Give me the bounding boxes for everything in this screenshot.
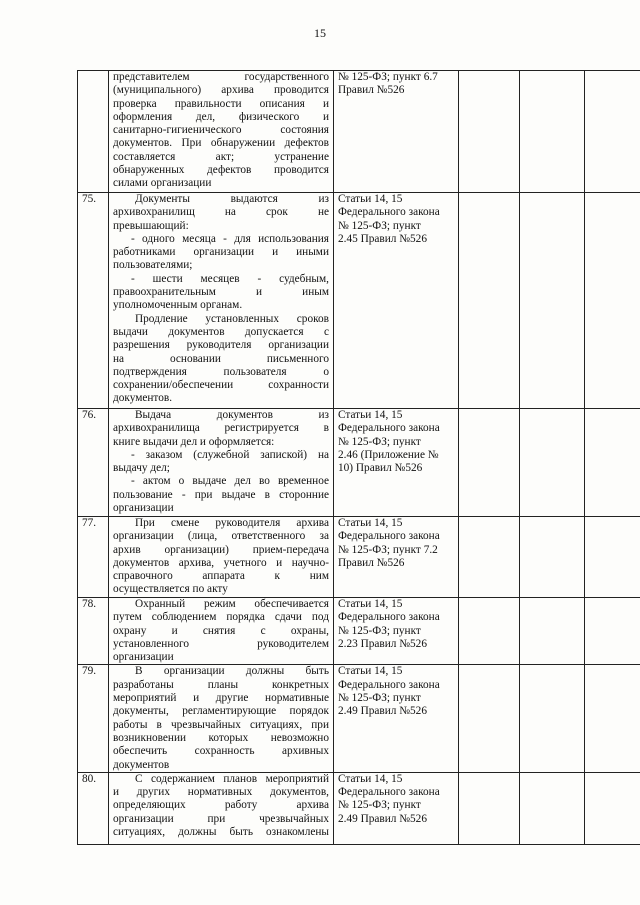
empty-cell-2 [520, 409, 585, 517]
requirement-line: составляется акт; устранение [113, 150, 329, 163]
table-row [78, 517, 640, 598]
legal-reference-line: 2.45 Правил №526 [338, 232, 427, 245]
requirement-line: превышающий: [113, 219, 189, 232]
table-row [78, 193, 640, 409]
legal-reference-line: Правил №526 [338, 84, 405, 97]
requirement-line: и других нормативных документов, [113, 786, 329, 799]
requirement-line: силами организации [113, 177, 212, 190]
requirement-line: установленного руководителем [113, 637, 329, 650]
empty-cell-3 [585, 193, 640, 409]
requirement-line: Документы выдаются из [135, 193, 329, 205]
requirement-line: разработаны планы конкретных [113, 678, 329, 691]
empty-cell-3 [585, 598, 640, 665]
requirement-line: правоохранительным и иным [113, 286, 329, 299]
row-number: 76. [78, 409, 109, 517]
requirement-line: справочного аппарата к ним [113, 570, 329, 583]
requirement-line: охрану и снятия с охраны, [113, 624, 329, 637]
requirement-line: организации [113, 651, 174, 664]
requirement-line: работы в чрезвычайных ситуациях, при [113, 718, 329, 731]
requirement-line: оформления дел, физического и [113, 110, 329, 123]
requirement-line: организации (лица, ответственного за [113, 530, 329, 543]
requirement-line: обеспечить сохранность архивных [113, 745, 329, 758]
empty-cell-1 [459, 409, 520, 517]
legal-reference-line: 2.49 Правил №526 [338, 705, 427, 718]
requirement-line: С содержанием планов мероприятий [135, 772, 329, 785]
requirement-line: пользователями; [113, 259, 193, 272]
requirement-line: разрешения руководителя организации [113, 339, 329, 352]
legal-reference-line: Федерального закона [338, 530, 440, 543]
requirement-text [109, 409, 334, 517]
requirement-text [109, 665, 334, 772]
legal-reference-line: Статьи 14, 15 [338, 517, 403, 529]
requirement-line: архивохранилища регистрируется в [113, 422, 329, 435]
legal-reference-line: № 125-ФЗ; пункт [338, 435, 421, 448]
legal-reference-line: 2.49 Правил №526 [338, 812, 427, 825]
legal-reference-line: 2.23 Правил №526 [338, 637, 427, 650]
requirement-text [109, 193, 334, 409]
empty-cell-2 [520, 517, 585, 598]
requirement-line: Выдача документов из [135, 409, 329, 421]
requirement-line: сохранении/обеспечении сохранности [113, 379, 329, 392]
row-number: 80. [78, 772, 109, 844]
requirement-line: подтверждения пользователя о [113, 365, 329, 378]
requirement-line: путем соблюдением порядка сдачи под [113, 611, 329, 624]
legal-reference [334, 517, 459, 598]
row-number: 77. [78, 517, 109, 598]
requirement-text [109, 517, 334, 598]
legal-reference [334, 665, 459, 772]
legal-reference [334, 193, 459, 409]
legal-reference-line: № 125-ФЗ; пункт 7.2 [338, 543, 438, 556]
requirement-line: выдачи документов допускается с [113, 325, 329, 338]
legal-reference-line: Статьи 14, 15 [338, 665, 403, 678]
legal-reference [334, 409, 459, 517]
requirement-line: организации [113, 502, 174, 515]
legal-reference-line: № 125-ФЗ; пункт [338, 799, 421, 812]
table-row [78, 71, 640, 193]
requirement-line: документов архива, учетного и научно- [113, 556, 329, 569]
empty-cell-1 [459, 193, 520, 409]
requirement-line: (муниципального) архива проводится [113, 84, 329, 97]
requirement-line: В организации должны быть [135, 665, 329, 678]
requirement-line: работниками организации и иными [113, 246, 329, 259]
legal-reference-line: № 125-ФЗ; пункт [338, 219, 421, 232]
empty-cell-2 [520, 665, 585, 772]
legal-reference-line: № 125-ФЗ; пункт [338, 692, 421, 705]
legal-reference [334, 71, 459, 193]
legal-reference [334, 598, 459, 665]
requirement-line: проверка правильности описания и [113, 97, 329, 110]
requirement-line: Продление установленных сроков [135, 312, 329, 325]
requirement-line: осуществляется по акту [113, 583, 228, 596]
empty-cell-3 [585, 71, 640, 193]
empty-cell-2 [520, 772, 585, 844]
legal-reference-line: Статьи 14, 15 [338, 598, 403, 610]
legal-reference-line: Федерального закона [338, 678, 440, 691]
requirement-line: пользование - при выдаче в сторонние [113, 488, 329, 501]
empty-cell-3 [585, 772, 640, 844]
table-row [78, 409, 640, 517]
requirement-line: возникновении которых невозможно [113, 731, 329, 744]
legal-reference-line: Федерального закона [338, 611, 440, 624]
requirement-line: документов [113, 758, 170, 771]
requirement-text [109, 598, 334, 665]
requirement-line: организации при чрезвычайных [113, 812, 329, 825]
requirement-line: документы, регламентирующие порядок [113, 705, 329, 718]
requirement-line: обнаруженных дефектов проводится [113, 164, 329, 177]
row-number: 79. [78, 665, 109, 772]
requirement-line: ситуациях, должны быть ознакомлены [113, 826, 329, 839]
table-row [78, 665, 640, 772]
legal-reference-line: Статьи 14, 15 [338, 409, 403, 421]
legal-reference-line: 10) Правил №526 [338, 462, 423, 475]
requirement-line: - актом о выдаче дел во временное [131, 475, 329, 488]
requirement-line: санитарно-гигиенического состояния [113, 124, 329, 137]
requirement-line: документов. [113, 392, 173, 405]
empty-cell-3 [585, 517, 640, 598]
empty-cell-3 [585, 409, 640, 517]
legal-reference-line: Правил №526 [338, 556, 405, 569]
requirement-line: документов. При обнаружении дефектов [113, 137, 329, 150]
requirements-table [77, 70, 640, 845]
requirement-text [109, 772, 334, 844]
requirement-line: уполномоченным органам. [113, 299, 243, 312]
row-number: 75. [78, 193, 109, 409]
empty-cell-2 [520, 598, 585, 665]
legal-reference-line: № 125-ФЗ; пункт 6.7 [338, 71, 438, 83]
requirement-line: архивохранилищ на срок не [113, 206, 329, 219]
requirement-line: на основании письменного [113, 352, 329, 365]
legal-reference [334, 772, 459, 844]
row-number: 78. [78, 598, 109, 665]
requirement-line: определяющих работу архива [113, 799, 329, 812]
requirement-line: книге выдачи дел и оформляется: [113, 435, 275, 448]
requirement-line: выдачу дел; [113, 462, 170, 475]
requirement-line: мероприятий и другие нормативные [113, 692, 329, 705]
requirement-line: - шести месяцев - судебным, [131, 272, 329, 285]
empty-cell-1 [459, 517, 520, 598]
requirement-text [109, 71, 334, 193]
legal-reference-line: Федерального закона [338, 422, 440, 435]
table-row [78, 772, 640, 844]
requirement-line: - одного месяца - для использования [131, 232, 329, 245]
empty-cell-1 [459, 598, 520, 665]
empty-cell-1 [459, 665, 520, 772]
requirements-table-body [78, 71, 640, 845]
table-row [78, 598, 640, 665]
legal-reference-line: 2.46 (Приложение № [338, 448, 439, 461]
empty-cell-2 [520, 193, 585, 409]
empty-cell-1 [459, 772, 520, 844]
legal-reference-line: Федерального закона [338, 786, 440, 799]
empty-cell-1 [459, 71, 520, 193]
legal-reference-line: № 125-ФЗ; пункт [338, 624, 421, 637]
requirement-line: архив организации) прием-передача [113, 543, 329, 556]
requirement-line: представителем государственного [113, 71, 329, 83]
empty-cell-3 [585, 665, 640, 772]
empty-cell-2 [520, 71, 585, 193]
legal-reference-line: Статьи 14, 15 [338, 193, 403, 205]
page-number: 15 [314, 26, 326, 40]
row-number [78, 71, 109, 193]
requirement-line: При смене руководителя архива [135, 517, 329, 529]
requirement-line: Охранный режим обеспечивается [135, 598, 329, 610]
legal-reference-line: Федерального закона [338, 206, 440, 219]
requirement-line: - заказом (служебной запиской) на [131, 448, 329, 461]
legal-reference-line: Статьи 14, 15 [338, 772, 403, 785]
